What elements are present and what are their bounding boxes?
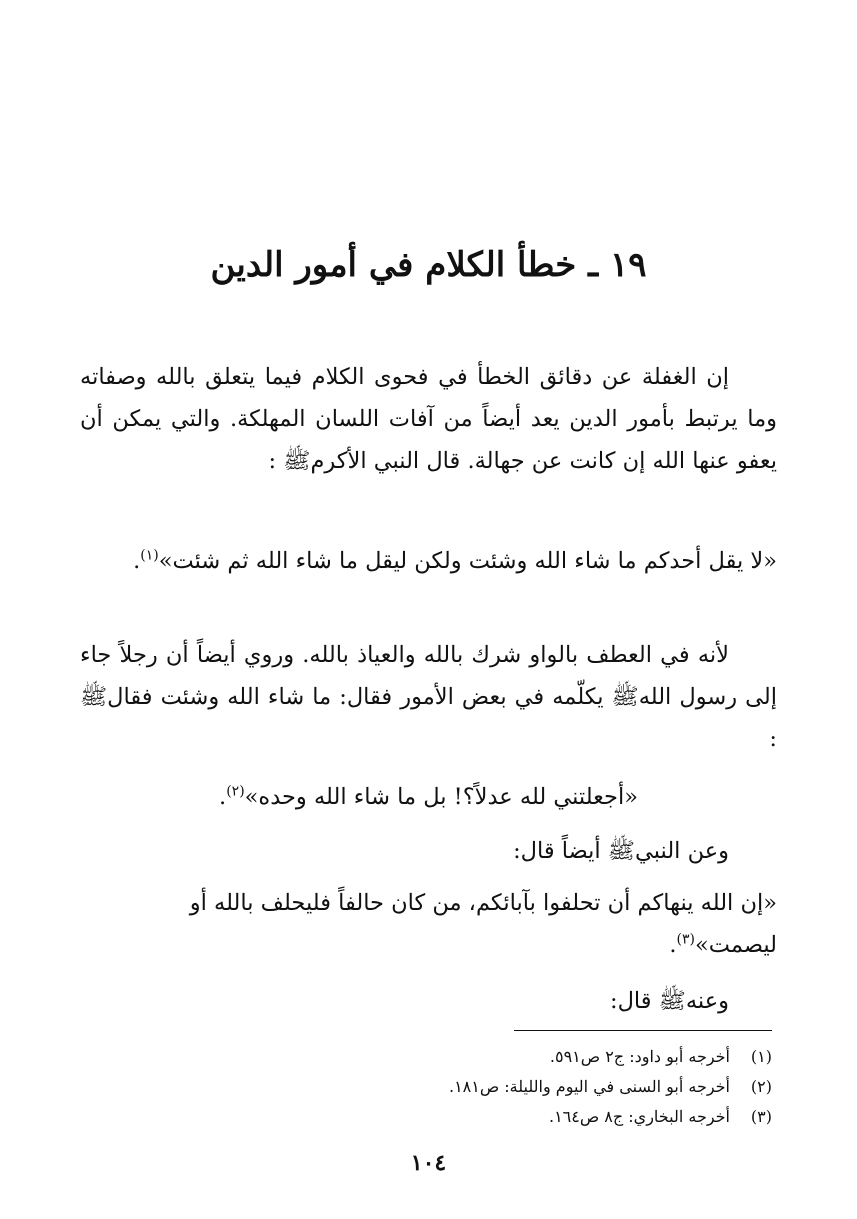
footnote-divider <box>514 1030 772 1031</box>
footnote-number: (٢) <box>750 1077 772 1096</box>
quote-2-text: «أجعلتني لله عدلاً؟! بل ما شاء الله وحده» <box>244 784 638 810</box>
footnote-text: أخرجه البخاري: ج٨ ص١٦٤. <box>548 1107 730 1126</box>
paragraph-2: لأنه في العطف بالواو شرك بالله والعياذ بالله. وروي أيضاً أن رجلاً جاء إلى رسول اللهﷺ يكلّمه في بعض الأمور فقال: ما شاء الله وشئت فقالﷺ : <box>80 642 777 752</box>
chapter-title: ١٩ ـ خطأ الكلام في أمور الدين <box>210 245 647 285</box>
quote-3-end: . <box>669 932 677 958</box>
hadith-quote-2 <box>0 776 857 818</box>
narration-line-1: وعن النبيﷺ أيضاً قال: <box>513 838 729 864</box>
page-number: ١٠٤ <box>410 1150 447 1176</box>
footnotes-list <box>272 1042 772 1132</box>
footnote-text: أخرجه أبو داود: ج٢ ص٥٩١. <box>549 1047 730 1066</box>
footnote-ref-1: (١) <box>140 547 159 564</box>
footnote-number: (٣) <box>750 1107 772 1126</box>
footnote-item <box>272 1102 772 1132</box>
paragraph-1: إن الغفلة عن دقائق الخطأ في فحوى الكلام فيما يتعلق بالله وصفاته وما يرتبط بأمور الدين يعد أيضاً من آفات اللسان المهلكة. والتي يمكن أن يعفو عنها الله إن كانت عن جهالة. قال النبي الأكرمﷺ : <box>80 364 777 474</box>
footnote-text: أخرجه أبو السنى في اليوم والليلة: ص١٨١. <box>448 1077 730 1096</box>
hadith-quote-3 <box>80 882 777 966</box>
footnote-number: (١) <box>750 1047 772 1066</box>
footnote-ref-3: (٣) <box>676 931 695 948</box>
quote-3-text: «إن الله ينهاكم أن تحلفوا بآبائكم، من كان حالفاً فليحلف بالله أو ليصمت» <box>189 890 777 958</box>
narration-line-2: وعنهﷺ قال: <box>609 988 729 1014</box>
quote-1-text: «لا يقل أحدكم ما شاء الله وشئت ولكن ليقل ما شاء الله ثم شئت» <box>158 548 777 574</box>
quote-1-end: . <box>133 548 141 574</box>
footnote-item <box>272 1042 772 1072</box>
hadith-quote-1 <box>80 540 777 582</box>
footnote-item <box>272 1072 772 1102</box>
quote-2-end: . <box>219 784 227 810</box>
footnote-ref-2: (٢) <box>226 783 245 800</box>
